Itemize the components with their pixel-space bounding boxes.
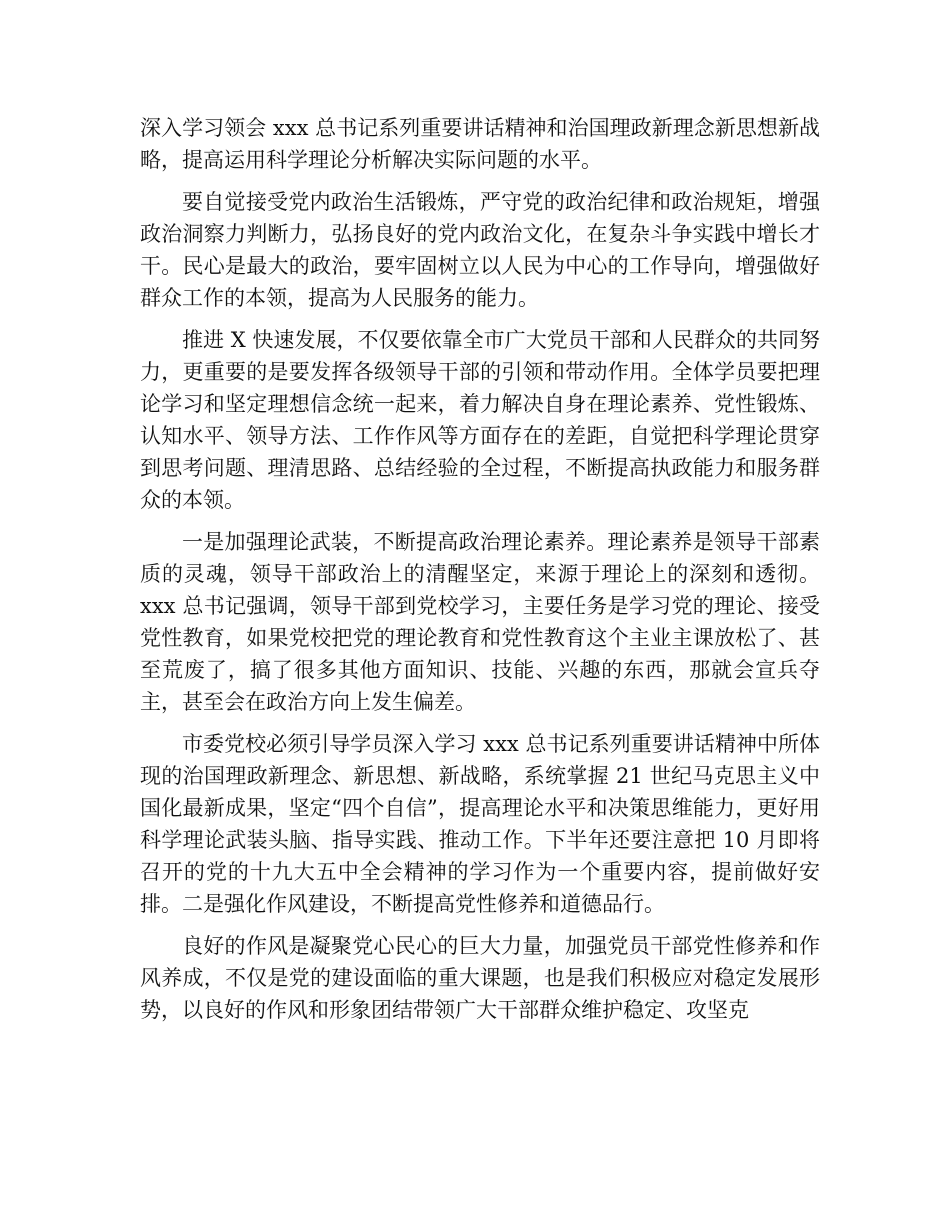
paragraph-5: 市委党校必须引导学员深入学习 xxx 总书记系列重要讲话精神中所体现的治国理政新理念、新思想、新战略，系统掌握 21 世纪马克思主义中国化最新成果，坚定“四个自信”，提高理论水平和决策思维能力，更好用科学理论武装头脑、指导实践、推动工作。下半年还要注意把 10 月即将召开的党的十九大五中全会精神的学习作为一个重要内容，提前做好安排。二是强化作风建设，不断提高党性修养和道德品行。 (140, 732, 820, 916)
paragraph-2: 要自觉接受党内政治生活锻炼，严守党的政治纪律和政治规矩，增强政治洞察力判断力，弘扬良好的党内政治文化，在复杂斗争实践中增长才干。民心是最大的政治，要牢固树立以人民为中心的工作导向，增强做好群众工作的本领，提高为人民服务的能力。 (140, 190, 820, 310)
paragraph-4: 一是加强理论武装，不断提高政治理论素养。理论素养是领导干部素质的灵魂，领导干部政治上的清醒坚定，来源于理论上的深刻和透彻。xxx 总书记强调，领导干部到党校学习，主要任务是学习党的理论、接受党性教育，如果党校把党的理论教育和党性教育这个主业主课放松了、甚至荒废了，搞了很多其他方面知识、技能、兴趣的东西，那就会宣兵夺主，甚至会在政治方向上发生偏差。 (140, 530, 820, 714)
paragraph-6: 良好的作风是凝聚党心民心的巨大力量，加强党员干部党性修养和作风养成，不仅是党的建设面临的重大课题，也是我们积极应对稳定发展形势，以良好的作风和形象团结带领广大干部群众维护稳定、攻坚克 (140, 934, 820, 1022)
paragraph-3: 推进 X 快速发展，不仅要依靠全市广大党员干部和人民群众的共同努力，更重要的是要发挥各级领导干部的引领和带动作用。全体学员要把理论学习和坚定理想信念统一起来，着力解决自身在理论素养、党性锻炼、认知水平、领导方法、工作作风等方面存在的差距，自觉把科学理论贯穿到思考问题、理清思路、总结经验的全过程，不断提高执政能力和服务群众的本领。 (140, 328, 820, 512)
document-body (140, 112, 820, 1026)
paragraph-1: 深入学习领会 xxx 总书记系列重要讲话精神和治国理政新理念新思想新战略，提高运用科学理论分析解决实际问题的水平。 (140, 116, 820, 172)
